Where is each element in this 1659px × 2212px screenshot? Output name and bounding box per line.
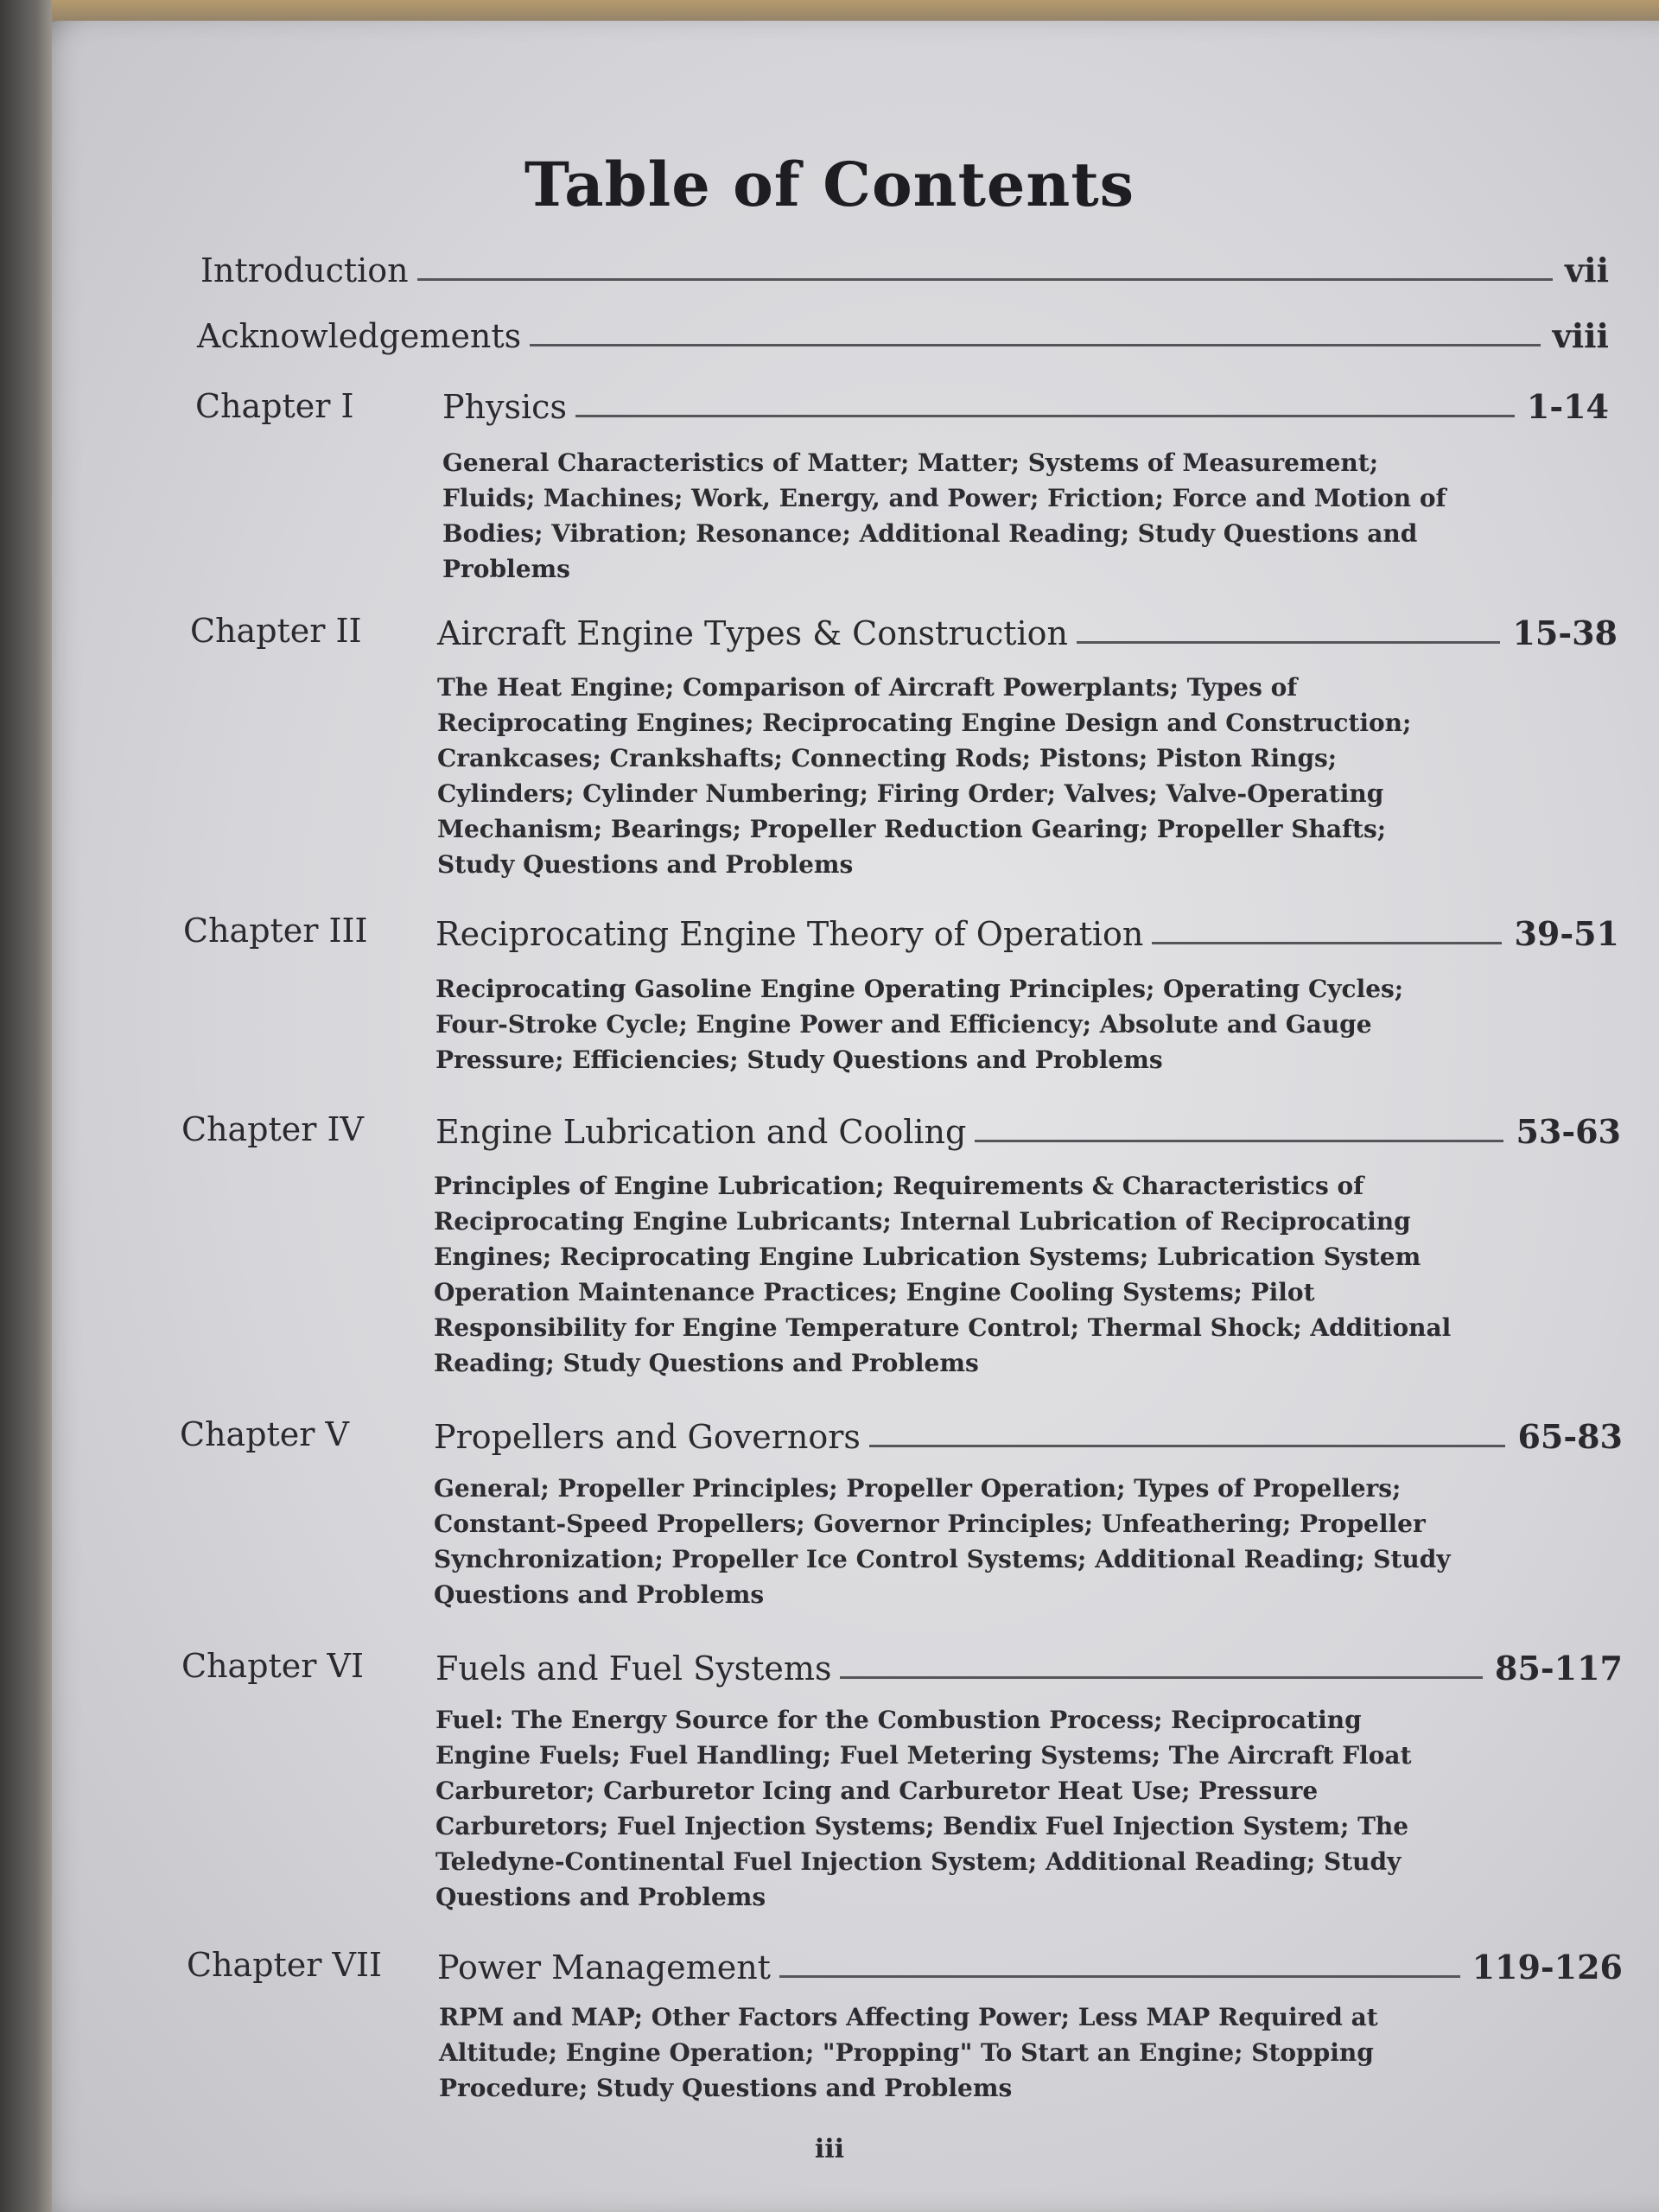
chapter-pages: 1-14 xyxy=(1526,387,1609,426)
toc-entry-chapter-4 xyxy=(435,1112,1621,1151)
chapter-number: Chapter I xyxy=(195,387,354,425)
leader-line xyxy=(1077,641,1500,644)
toc-entry-chapter-5 xyxy=(434,1417,1623,1456)
chapter-title: Reciprocating Engine Theory of Operation xyxy=(435,915,1144,953)
chapter-number: Chapter VII xyxy=(187,1946,382,1984)
page-number: iii xyxy=(814,2134,845,2164)
chapter-description: The Heat Engine; Comparison of Aircraft Powerplants; Types of Reciprocating Engines; Reciprocating Engine Design and Construction; Crankcases; Crankshafts; Connecting Rods; Pistons; Piston Rings; Cylinders; Cylinder Numbering; Firing Order; Valves; Valve-Operating Mechanism; Bearings; Propeller Reduction Gearing; Propeller Shafts; Study Questions and Problems xyxy=(437,673,1412,879)
entry-pages: vii xyxy=(1565,251,1609,289)
chapter-pages: 39-51 xyxy=(1514,914,1619,953)
chapter-number: Chapter V xyxy=(180,1415,349,1453)
chapter-number: Chapter VI xyxy=(181,1647,364,1685)
entry-label: Acknowledgements xyxy=(197,317,522,355)
chapter-description: Reciprocating Gasoline Engine Operating Principles; Operating Cycles; Four-Stroke Cycle; Engine Power and Efficiency; Absolute and Gauge Pressure; Efficiencies; Study Questions and Problems xyxy=(435,975,1404,1074)
entry-pages: viii xyxy=(1552,316,1609,355)
chapter-pages: 85-117 xyxy=(1495,1649,1623,1688)
leader-line xyxy=(779,1975,1460,1978)
chapter-description: RPM and MAP; Other Factors Affecting Power; Less MAP Required at Altitude; Engine Operation; "Propping" To Start an Engine; Stopping Procedure; Study Questions and Problems xyxy=(439,2003,1378,2102)
toc-entry-introduction xyxy=(200,251,1609,289)
toc-entry-chapter-1 xyxy=(442,387,1609,426)
toc-entry-chapter-2 xyxy=(437,613,1618,652)
chapter-number: Chapter IV xyxy=(181,1110,364,1148)
chapter-title: Power Management xyxy=(437,1948,771,1986)
chapter-title: Physics xyxy=(442,388,567,426)
leader-line xyxy=(869,1445,1506,1447)
chapter-description: General Characteristics of Matter; Matter; Systems of Measurement; Fluids; Machines; Work, Energy, and Power; Friction; Force and Motion of Bodies; Vibration; Resonance; Additional Reading; Study Questions and Problems xyxy=(442,448,1446,583)
chapter-description: Principles of Engine Lubrication; Requirements & Characteristics of Reciprocating Engine Lubricants; Internal Lubrication of Reciprocating Engines; Reciprocating Engine Lubrication Systems; Lubrication System Operation Maintenance Practices; Engine Cooling Systems; Pilot Responsibility for Engine Temperature Control; Thermal Shock; Additional Reading; Study Questions and Problems xyxy=(434,1172,1452,1377)
chapter-number: Chapter III xyxy=(183,912,368,950)
chapter-pages: 65-83 xyxy=(1517,1417,1623,1456)
chapter-description: Fuel: The Energy Source for the Combustion Process; Reciprocating Engine Fuels; Fuel Handling; Fuel Metering Systems; The Aircraft Float Carburetor; Carburetor Icing and Carburetor Heat Use; Pressure Carburetors; Fuel Injection Systems; Bendix Fuel Injection System; The Teledyne-Continental Fuel Injection System; Additional Reading; Study Questions and Problems xyxy=(435,1706,1412,1911)
chapter-pages: 53-63 xyxy=(1516,1112,1621,1151)
toc-entry-chapter-3 xyxy=(435,914,1619,953)
chapter-title: Fuels and Fuel Systems xyxy=(435,1649,832,1688)
leader-line xyxy=(575,415,1515,417)
leader-line xyxy=(1152,942,1502,944)
book-spine-shadow xyxy=(0,0,52,2212)
page-title: Table of Contents xyxy=(524,149,1135,220)
chapter-description: General; Propeller Principles; Propeller Operation; Types of Propellers; Constant-Speed Propellers; Governor Principles; Unfeathering; Propeller Synchronization; Propeller Ice Control Systems; Additional Reading; Study Questions and Problems xyxy=(434,1474,1451,1609)
chapter-title: Aircraft Engine Types & Construction xyxy=(437,614,1069,652)
leader-line xyxy=(975,1140,1503,1142)
chapter-title: Propellers and Governors xyxy=(434,1418,861,1456)
toc-entry-acknowledgements xyxy=(197,316,1609,355)
chapter-number: Chapter II xyxy=(190,612,362,650)
leader-line xyxy=(530,344,1540,346)
chapter-title: Engine Lubrication and Cooling xyxy=(435,1113,967,1151)
leader-line xyxy=(417,278,1553,281)
toc-entry-chapter-6 xyxy=(435,1649,1623,1688)
chapter-pages: 119-126 xyxy=(1471,1948,1623,1986)
entry-label: Introduction xyxy=(200,251,409,289)
chapter-pages: 15-38 xyxy=(1512,613,1618,652)
leader-line xyxy=(840,1676,1483,1679)
toc-entry-chapter-7 xyxy=(437,1948,1623,1986)
